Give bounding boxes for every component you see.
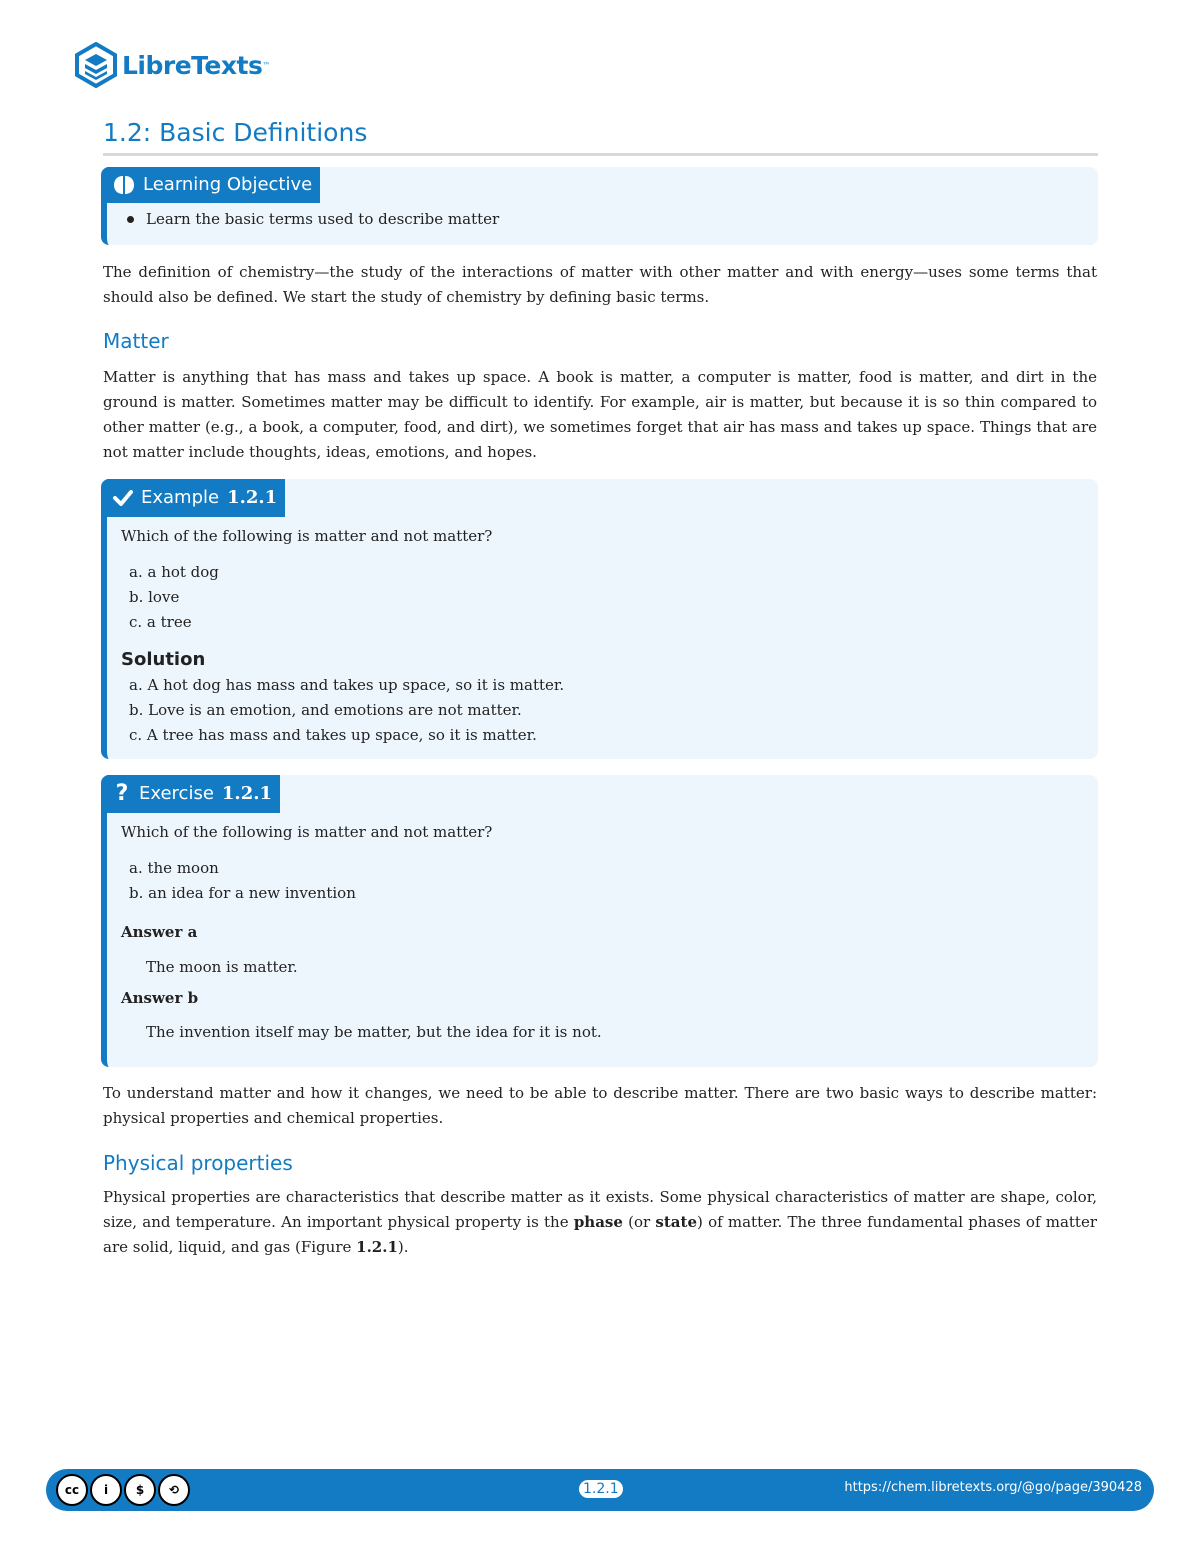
list-item: b. an idea for a new invention	[129, 884, 356, 902]
matter-heading: Matter	[103, 329, 169, 353]
page-footer	[46, 1469, 1154, 1511]
license-badge[interactable]	[56, 1474, 190, 1506]
bullet-icon	[127, 216, 134, 223]
physical-text-4: ).	[397, 1238, 409, 1256]
list-item: b. love	[129, 588, 180, 606]
list-item	[127, 207, 499, 232]
term-state: state	[655, 1213, 697, 1231]
cc-icon: cc	[56, 1474, 88, 1506]
list-item: a. the moon	[129, 859, 219, 877]
physical-properties-paragraph	[103, 1185, 1097, 1260]
brain-icon	[113, 175, 135, 195]
term-phase: phase	[573, 1213, 623, 1231]
libretexts-logo-icon	[74, 42, 118, 88]
list-item: c. a tree	[129, 613, 192, 631]
example-options	[129, 560, 219, 635]
attribution-icon: i	[90, 1474, 122, 1506]
intro-paragraph: The definition of chemistry—the study of the interactions of matter with other matter and with energy—uses some terms that should also be defined. We start the study of chemistry by defining basic terms.	[103, 263, 1097, 306]
example-number: 1.2.1	[227, 487, 278, 508]
logo-wordmark: LibreTexts	[122, 50, 263, 80]
physical-text-1: Physical properties are characteristics that describe matter as it exists. Some physical characteristics of matter are shape, color, size, and temperature. An important physical property is the	[103, 1188, 1097, 1231]
example-label: Example	[141, 487, 220, 508]
matter-paragraph: Matter is anything that has mass and takes up space. A book is matter, a computer is matter, food is matter, and dirt in the ground is matter. Sometimes matter may be difficult to identify. For example, air is matter, but because it is so thin compared to other matter (e.g., a book, a computer, food, and dirt), we sometimes forget that air has mass and takes up space. Things that are not matter include thoughts, ideas, emotions, and hopes.	[103, 368, 1097, 461]
physical-text-3: ) of matter. The three fundamental phases of matter are solid, liquid, and gas (Figure	[103, 1213, 1098, 1256]
answer-a-toggle[interactable]: Answer a	[121, 923, 198, 941]
figure-reference-link[interactable]: 1.2.1	[356, 1238, 398, 1256]
answer-b-toggle[interactable]: Answer b	[121, 989, 199, 1007]
exercise-label: Exercise	[139, 783, 214, 804]
learning-objective-label: Learning Objective	[143, 174, 313, 195]
list-item: c. A tree has mass and takes up space, so it is matter.	[129, 726, 537, 744]
noncommercial-icon: $	[124, 1474, 156, 1506]
list-item: a. a hot dog	[129, 563, 219, 581]
exercise-box	[101, 775, 1098, 1067]
describe-paragraph: To understand matter and how it changes, we need to be able to describe matter. There are two basic ways to describe matter: physical properties and chemical properties.	[103, 1084, 1097, 1127]
learning-objective-tag	[107, 167, 320, 203]
physical-properties-heading: Physical properties	[103, 1151, 293, 1175]
exercise-options	[129, 856, 356, 906]
exercise-question: Which of the following is matter and not matter?	[121, 823, 493, 841]
learning-objective-box	[101, 167, 1098, 245]
solution-list	[129, 673, 564, 748]
learning-objective-item: Learn the basic terms used to describe matter	[146, 210, 500, 228]
answer-a-text: The moon is matter.	[146, 958, 298, 976]
logo-trademark: ™	[262, 60, 271, 70]
page-number: 1.2.1	[579, 1480, 623, 1498]
list-item: b. Love is an emotion, and emotions are not matter.	[129, 701, 522, 719]
example-tag	[107, 479, 285, 517]
page-url-link[interactable]: https://chem.libretexts.org/@go/page/390428	[844, 1480, 1142, 1495]
list-item: a. A hot dog has mass and takes up space, so it is matter.	[129, 676, 565, 694]
example-question: Which of the following is matter and not matter?	[121, 527, 493, 545]
example-box	[101, 479, 1098, 759]
checkmark-icon	[113, 489, 133, 507]
sharealike-icon: ⟲	[158, 1474, 190, 1506]
question-mark-icon: ?	[115, 781, 129, 806]
page-title: 1.2: Basic Definitions	[103, 118, 1098, 156]
answer-b-text: The invention itself may be matter, but the idea for it is not.	[146, 1023, 602, 1041]
libretexts-logo[interactable]	[74, 42, 270, 88]
physical-text-2: (or	[622, 1213, 656, 1231]
exercise-number: 1.2.1	[221, 783, 273, 804]
exercise-tag	[107, 775, 280, 813]
solution-heading: Solution	[121, 649, 206, 670]
